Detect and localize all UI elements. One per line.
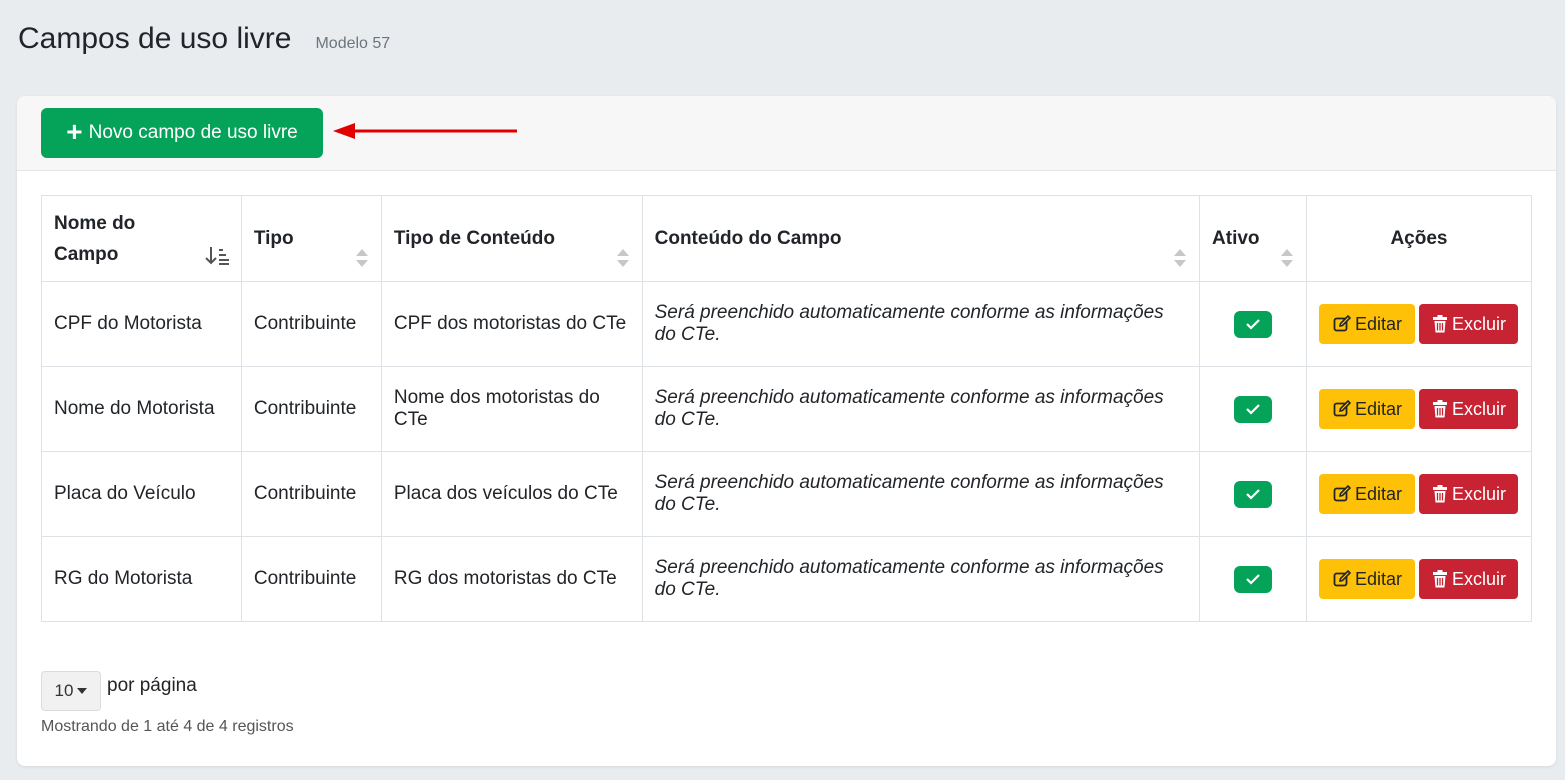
check-icon [1245,573,1261,585]
delete-button[interactable]: Excluir [1419,474,1518,514]
active-check-badge [1234,566,1272,593]
check-icon [1245,403,1261,415]
sort-icon [1280,248,1294,274]
new-field-button[interactable] [41,108,323,158]
cell-content-type: Placa dos veículos do CTe [381,452,642,537]
sort-icon [1173,248,1187,274]
column-header-type[interactable]: Tipo [241,196,381,282]
cell-name: CPF do Motorista [42,282,242,367]
delete-button[interactable]: Excluir [1419,389,1518,429]
new-field-label: Novo campo de uso livre [88,122,298,143]
caret-down-icon [77,688,87,694]
card-header [17,96,1556,171]
table-row [42,452,1532,537]
active-check-badge [1234,481,1272,508]
per-page-label: por página [107,675,197,696]
active-check-badge [1234,311,1272,338]
column-header-actions: Ações [1306,196,1531,282]
edit-icon [1333,400,1351,418]
edit-icon [1333,570,1351,588]
edit-button[interactable]: Editar [1319,389,1415,429]
column-header-content[interactable]: Conteúdo do Campo [642,196,1199,282]
cell-name: RG do Motorista [42,537,242,622]
cell-content: Será preenchido automaticamente conforme as informações do CTe. [642,537,1199,622]
cell-active [1200,537,1307,622]
check-icon [1245,488,1261,500]
column-header-active[interactable]: Ativo [1200,196,1307,282]
table-row [42,537,1532,622]
arrow-annotation-icon [333,121,519,141]
table-header-row [42,196,1532,282]
per-page-control [41,671,197,711]
cell-active [1200,452,1307,537]
cell-content: Será preenchido automaticamente conforme as informações do CTe. [642,367,1199,452]
cell-name: Nome do Motorista [42,367,242,452]
cell-content: Será preenchido automaticamente conforme as informações do CTe. [642,452,1199,537]
cell-type: Contribuinte [241,452,381,537]
trash-icon [1432,485,1448,503]
edit-button[interactable]: Editar [1319,474,1415,514]
trash-icon [1432,400,1448,418]
active-check-badge [1234,396,1272,423]
trash-icon [1432,315,1448,333]
cell-actions [1306,537,1531,622]
plus-icon: + [66,115,83,147]
per-page-select[interactable]: 10 [41,671,101,711]
cell-type: Contribuinte [241,537,381,622]
edit-icon [1333,485,1351,503]
cell-content: Será preenchido automaticamente conforme as informações do CTe. [642,282,1199,367]
sort-icon [616,248,630,274]
cell-active [1200,367,1307,452]
check-icon [1245,318,1261,330]
cell-type: Contribuinte [241,282,381,367]
trash-icon [1432,570,1448,588]
cell-actions [1306,452,1531,537]
page-subtitle: Modelo 57 [315,35,391,52]
delete-button[interactable]: Excluir [1419,304,1518,344]
cell-content-type: Nome dos motoristas do CTe [381,367,642,452]
column-header-content-type[interactable]: Tipo de Conteúdo [381,196,642,282]
cell-content-type: CPF dos motoristas do CTe [381,282,642,367]
cell-actions [1306,367,1531,452]
edit-icon [1333,315,1351,333]
table-row [42,367,1532,452]
main-card [17,96,1556,766]
cell-type: Contribuinte [241,367,381,452]
delete-button[interactable]: Excluir [1419,559,1518,599]
edit-button[interactable]: Editar [1319,559,1415,599]
sort-icon [355,248,369,274]
column-header-name[interactable]: Nome do Campo [42,196,242,282]
cell-active [1200,282,1307,367]
fields-table [41,195,1532,622]
edit-button[interactable]: Editar [1319,304,1415,344]
records-summary: Mostrando de 1 até 4 de 4 registros [41,718,294,735]
cell-name: Placa do Veículo [42,452,242,537]
sort-ascending-icon [205,246,231,271]
page-title: Campos de uso livre [18,22,292,55]
table-row [42,282,1532,367]
cell-content-type: RG dos motoristas do CTe [381,537,642,622]
cell-actions [1306,282,1531,367]
page-header [18,22,390,56]
